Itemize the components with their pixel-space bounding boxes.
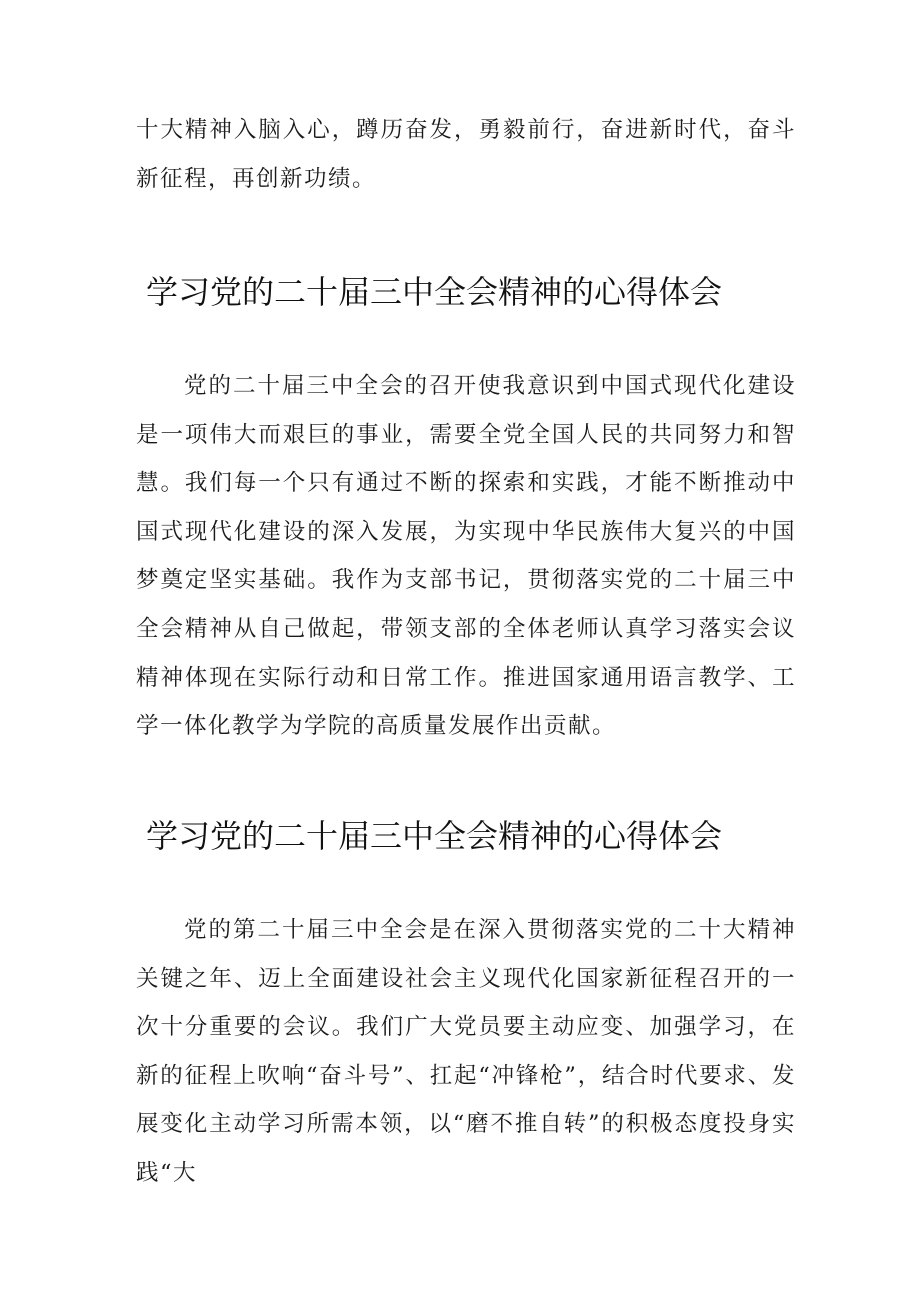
section-heading-1: 学习党的二十届三中全会精神的心得体会: [146, 273, 723, 311]
section-body-2: 党的第二十届三中全会是在深入贯彻落实党的二十大精神关键之年、迈上全面建设社会主义现代化国家新征程召开的一次十分重要的会议。我们广大党员要主动应变、加强学习，在新的征程上吹响“奋斗号”、扛起“冲锋枪”，结合时代要求、发展变化主动学习所需本领，以“磨不推自转”的积极态度投身实践“大: [136, 917, 796, 1186]
paragraph-continued: 十大精神入脑入心，蹲历奋发，勇毅前行，奋进新时代，奋斗新征程，再创新功绩。: [136, 117, 796, 192]
section-body-1: 党的二十届三中全会的召开使我意识到中国式现代化建设是一项伟大而艰巨的事业，需要全党全国人民的共同努力和智慧。我们每一个只有通过不断的探索和实践，才能不断推动中国式现代化建设的深入发展，为实现中华民族伟大复兴的中国梦奠定坚实基础。我作为支部书记，贯彻落实党的二十届三中全会精神从自己做起，带领支部的全体老师认真学习落实会议精神体现在实际行动和日常工作。推进国家通用语言教学、工学一体化教学为学院的高质量发展作出贡献。: [136, 373, 796, 740]
section-heading-2: 学习党的二十届三中全会精神的心得体会: [146, 817, 723, 855]
